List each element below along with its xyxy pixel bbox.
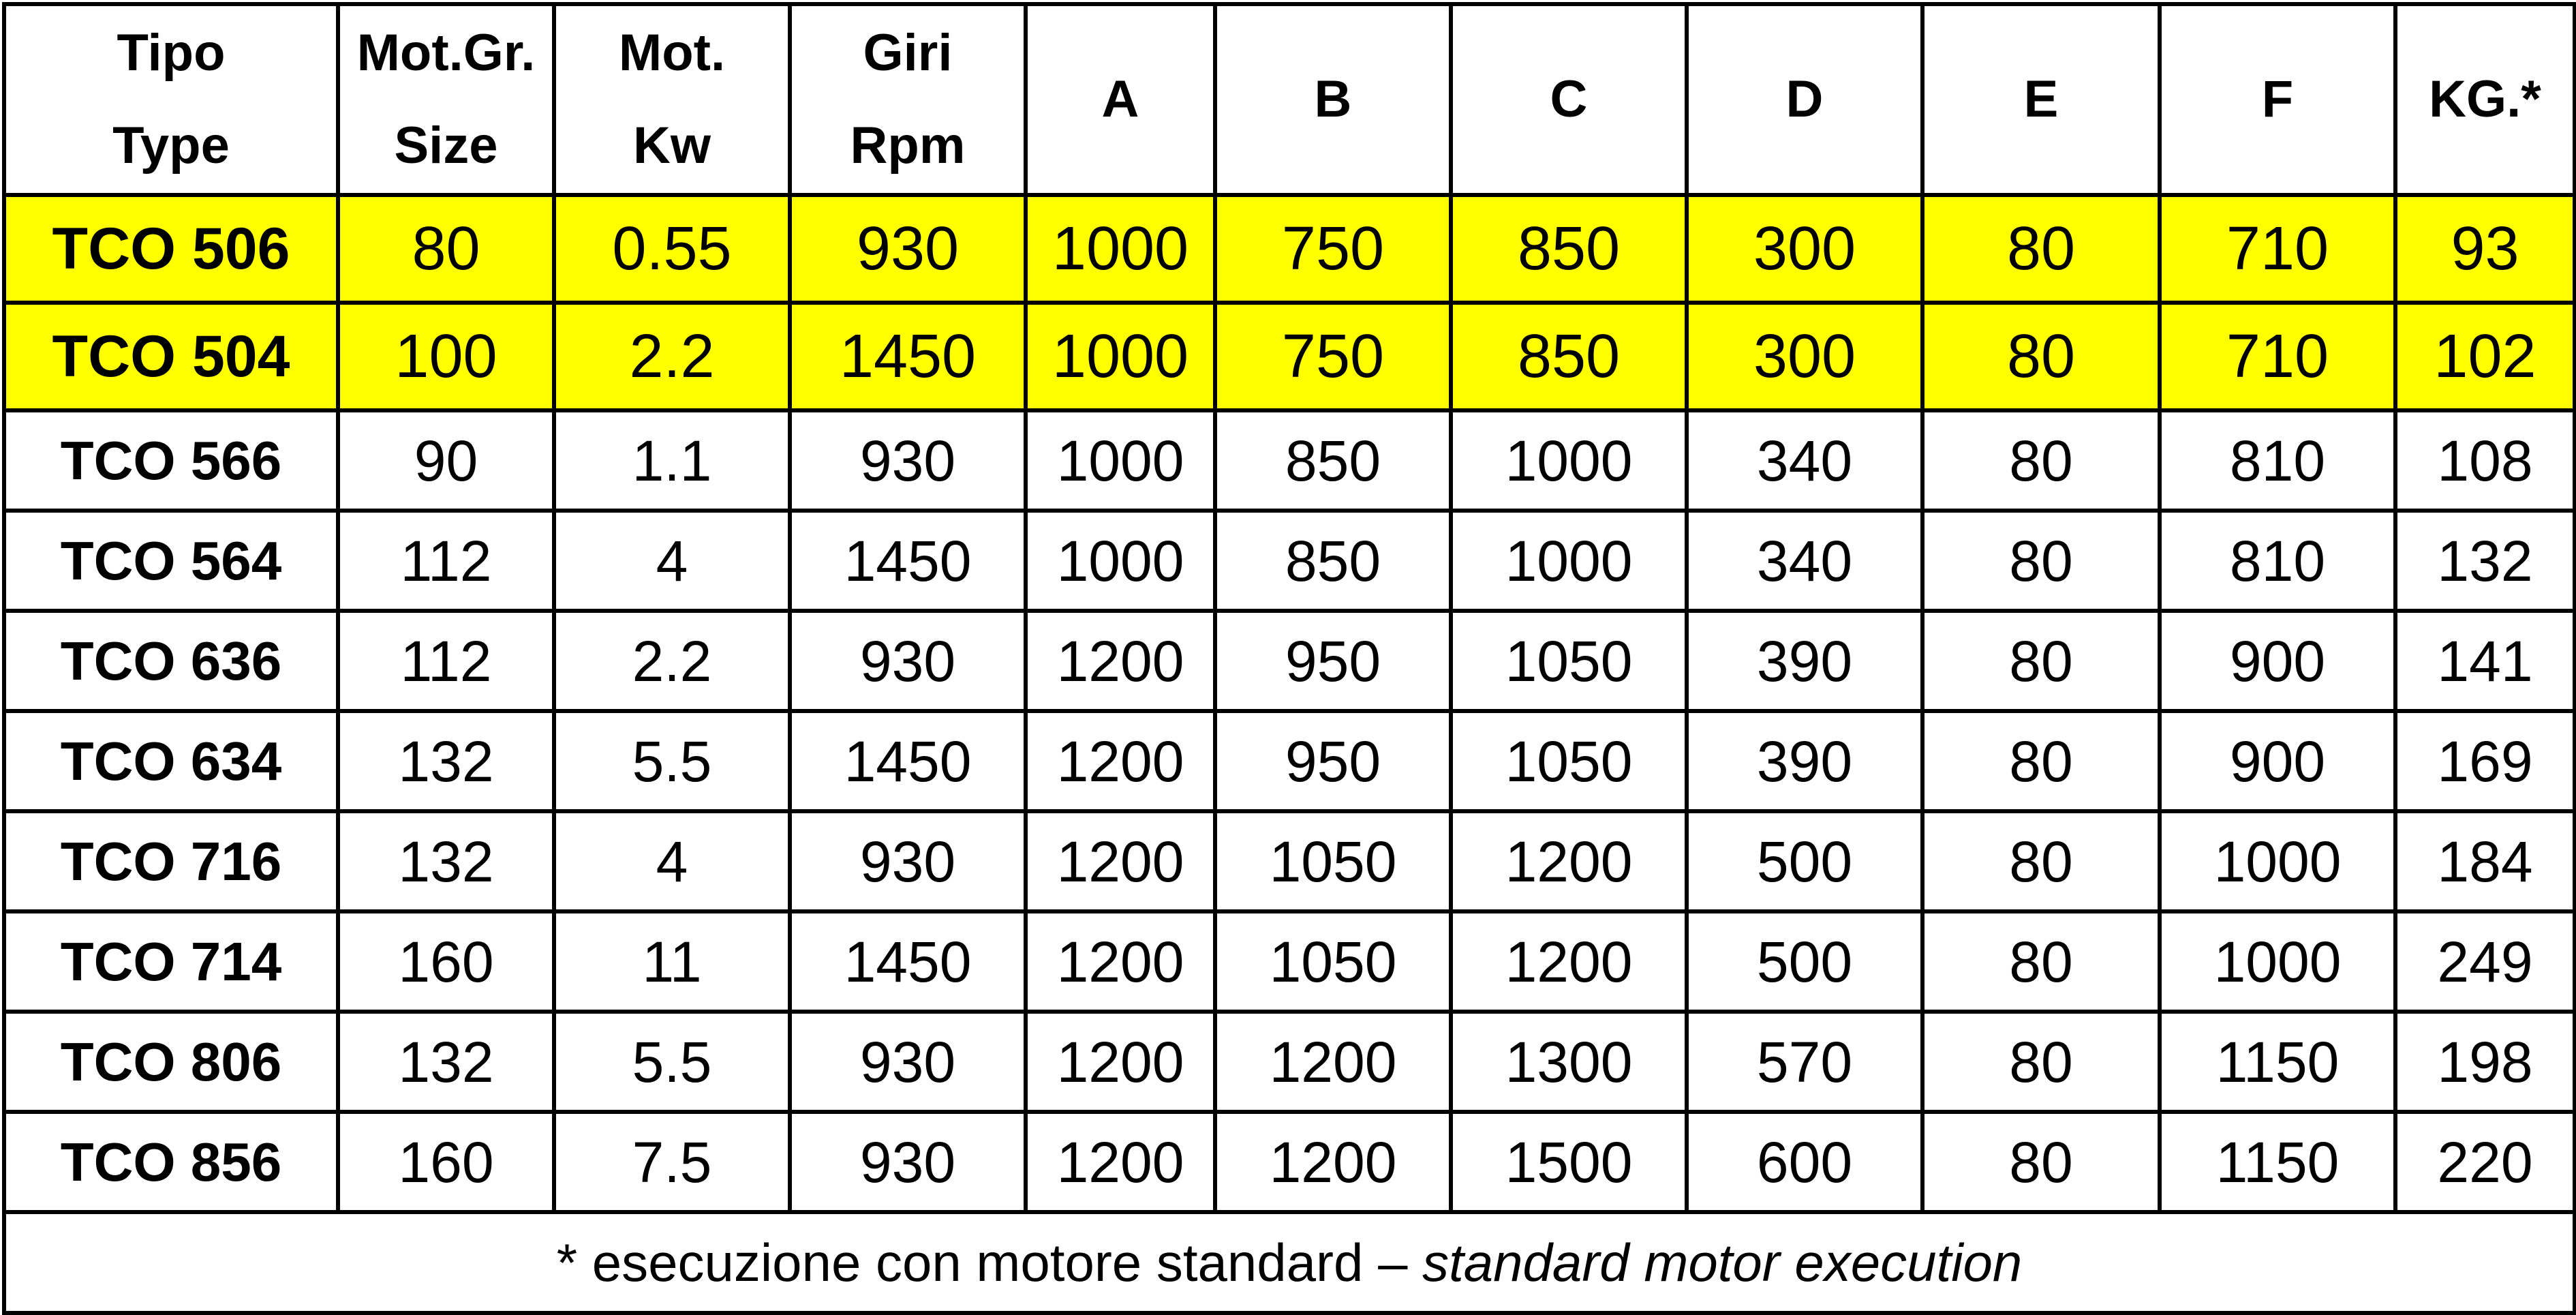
value-cell: 93 <box>2395 195 2575 303</box>
value-cell: 1450 <box>790 511 1026 611</box>
value-cell: 390 <box>1687 611 1922 711</box>
value-cell: 108 <box>2395 410 2575 511</box>
value-cell: 5.5 <box>554 711 790 811</box>
value-cell: 1000 <box>1451 511 1687 611</box>
value-cell: 1000 <box>1451 410 1687 511</box>
value-cell: 1000 <box>1026 195 1215 303</box>
table-row <box>4 511 2575 611</box>
value-cell: 810 <box>2160 511 2395 611</box>
value-cell: 141 <box>2395 611 2575 711</box>
value-cell: 80 <box>1922 911 2160 1012</box>
value-cell: 600 <box>1687 1112 1922 1212</box>
footnote <box>4 1212 2575 1313</box>
value-cell: 132 <box>338 811 554 911</box>
header-kw <box>554 4 790 195</box>
value-cell: 300 <box>1687 195 1922 303</box>
value-cell: 750 <box>1215 303 1451 410</box>
header-b: B <box>1215 4 1451 195</box>
type-cell: TCO 714 <box>4 911 338 1012</box>
value-cell: 4 <box>554 811 790 911</box>
value-cell: 850 <box>1451 303 1687 410</box>
value-cell: 249 <box>2395 911 2575 1012</box>
header-rpm-line1: Giri <box>863 24 953 82</box>
header-e: E <box>1922 4 2160 195</box>
value-cell: 80 <box>1922 511 2160 611</box>
value-cell: 1050 <box>1215 811 1451 911</box>
table-row <box>4 1112 2575 1212</box>
value-cell: 80 <box>1922 410 2160 511</box>
footnote-text: * esecuzione con motore standard – <box>556 1233 1423 1293</box>
header-kw-line2: Kw <box>633 117 711 175</box>
value-cell: 1200 <box>1026 1112 1215 1212</box>
value-cell: 1.1 <box>554 410 790 511</box>
value-cell: 80 <box>1922 1112 2160 1212</box>
value-cell: 100 <box>338 303 554 410</box>
value-cell: 850 <box>1451 195 1687 303</box>
value-cell: 112 <box>338 511 554 611</box>
header-type-line1: Tipo <box>117 24 226 82</box>
table-row <box>4 410 2575 511</box>
value-cell: 1450 <box>790 711 1026 811</box>
value-cell: 1200 <box>1451 911 1687 1012</box>
value-cell: 220 <box>2395 1112 2575 1212</box>
header-c: C <box>1451 4 1687 195</box>
value-cell: 112 <box>338 611 554 711</box>
header-rpm-line2: Rpm <box>850 117 966 175</box>
value-cell: 1450 <box>790 303 1026 410</box>
value-cell: 390 <box>1687 711 1922 811</box>
value-cell: 1200 <box>1026 1012 1215 1112</box>
value-cell: 198 <box>2395 1012 2575 1112</box>
value-cell: 184 <box>2395 811 2575 911</box>
value-cell: 900 <box>2160 711 2395 811</box>
value-cell: 300 <box>1687 303 1922 410</box>
value-cell: 1450 <box>790 911 1026 1012</box>
value-cell: 132 <box>338 1012 554 1112</box>
value-cell: 7.5 <box>554 1112 790 1212</box>
value-cell: 500 <box>1687 911 1922 1012</box>
type-cell: TCO 716 <box>4 811 338 911</box>
value-cell: 570 <box>1687 1012 1922 1112</box>
value-cell: 1200 <box>1026 711 1215 811</box>
value-cell: 900 <box>2160 611 2395 711</box>
type-cell: TCO 856 <box>4 1112 338 1212</box>
value-cell: 950 <box>1215 611 1451 711</box>
header-size <box>338 4 554 195</box>
value-cell: 4 <box>554 511 790 611</box>
header-row <box>4 4 2575 195</box>
table-row <box>4 195 2575 303</box>
value-cell: 1200 <box>1215 1012 1451 1112</box>
value-cell: 1150 <box>2160 1012 2395 1112</box>
value-cell: 5.5 <box>554 1012 790 1112</box>
value-cell: 1050 <box>1451 711 1687 811</box>
value-cell: 132 <box>2395 511 2575 611</box>
value-cell: 1050 <box>1451 611 1687 711</box>
table-row <box>4 303 2575 410</box>
value-cell: 1500 <box>1451 1112 1687 1212</box>
value-cell: 930 <box>790 410 1026 511</box>
value-cell: 710 <box>2160 303 2395 410</box>
value-cell: 90 <box>338 410 554 511</box>
value-cell: 1000 <box>1026 410 1215 511</box>
footnote-english: standard motor execution <box>1422 1233 2023 1293</box>
header-type <box>4 4 338 195</box>
table-row <box>4 711 2575 811</box>
header-a: A <box>1026 4 1215 195</box>
value-cell: 2.2 <box>554 303 790 410</box>
value-cell: 80 <box>1922 303 2160 410</box>
value-cell: 1000 <box>2160 911 2395 1012</box>
value-cell: 1050 <box>1215 911 1451 1012</box>
value-cell: 810 <box>2160 410 2395 511</box>
value-cell: 750 <box>1215 195 1451 303</box>
value-cell: 930 <box>790 811 1026 911</box>
value-cell: 500 <box>1687 811 1922 911</box>
header-size-line2: Size <box>394 117 498 175</box>
type-cell: TCO 564 <box>4 511 338 611</box>
value-cell: 340 <box>1687 410 1922 511</box>
value-cell: 930 <box>790 611 1026 711</box>
value-cell: 2.2 <box>554 611 790 711</box>
table-row <box>4 911 2575 1012</box>
value-cell: 1200 <box>1215 1112 1451 1212</box>
value-cell: 1150 <box>2160 1112 2395 1212</box>
table-row <box>4 1012 2575 1112</box>
header-size-line1: Mot.Gr. <box>356 24 536 82</box>
value-cell: 710 <box>2160 195 2395 303</box>
value-cell: 132 <box>338 711 554 811</box>
table-body <box>4 195 2575 1212</box>
value-cell: 850 <box>1215 511 1451 611</box>
value-cell: 80 <box>1922 811 2160 911</box>
type-cell: TCO 506 <box>4 195 338 303</box>
table-row <box>4 811 2575 911</box>
value-cell: 1200 <box>1026 611 1215 711</box>
value-cell: 80 <box>1922 195 2160 303</box>
header-type-line2: Type <box>112 117 230 175</box>
type-cell: TCO 636 <box>4 611 338 711</box>
value-cell: 169 <box>2395 711 2575 811</box>
value-cell: 1000 <box>1026 303 1215 410</box>
header-f: F <box>2160 4 2395 195</box>
type-cell: TCO 504 <box>4 303 338 410</box>
specifications-table <box>2 2 2576 1315</box>
value-cell: 1200 <box>1026 811 1215 911</box>
value-cell: 850 <box>1215 410 1451 511</box>
value-cell: 160 <box>338 1112 554 1212</box>
value-cell: 80 <box>338 195 554 303</box>
value-cell: 11 <box>554 911 790 1012</box>
value-cell: 80 <box>1922 711 2160 811</box>
value-cell: 950 <box>1215 711 1451 811</box>
value-cell: 80 <box>1922 611 2160 711</box>
header-kg: KG.* <box>2395 4 2575 195</box>
header-rpm <box>790 4 1026 195</box>
type-cell: TCO 806 <box>4 1012 338 1112</box>
value-cell: 160 <box>338 911 554 1012</box>
value-cell: 1300 <box>1451 1012 1687 1112</box>
value-cell: 930 <box>790 1112 1026 1212</box>
value-cell: 80 <box>1922 1012 2160 1112</box>
value-cell: 0.55 <box>554 195 790 303</box>
header-d: D <box>1687 4 1922 195</box>
type-cell: TCO 634 <box>4 711 338 811</box>
value-cell: 340 <box>1687 511 1922 611</box>
header-kw-line1: Mot. <box>618 24 726 82</box>
value-cell: 1000 <box>2160 811 2395 911</box>
value-cell: 930 <box>790 195 1026 303</box>
value-cell: 102 <box>2395 303 2575 410</box>
value-cell: 1200 <box>1451 811 1687 911</box>
type-cell: TCO 566 <box>4 410 338 511</box>
footnote-row <box>4 1212 2575 1313</box>
table-row <box>4 611 2575 711</box>
value-cell: 930 <box>790 1012 1026 1112</box>
value-cell: 1200 <box>1026 911 1215 1012</box>
value-cell: 1000 <box>1026 511 1215 611</box>
